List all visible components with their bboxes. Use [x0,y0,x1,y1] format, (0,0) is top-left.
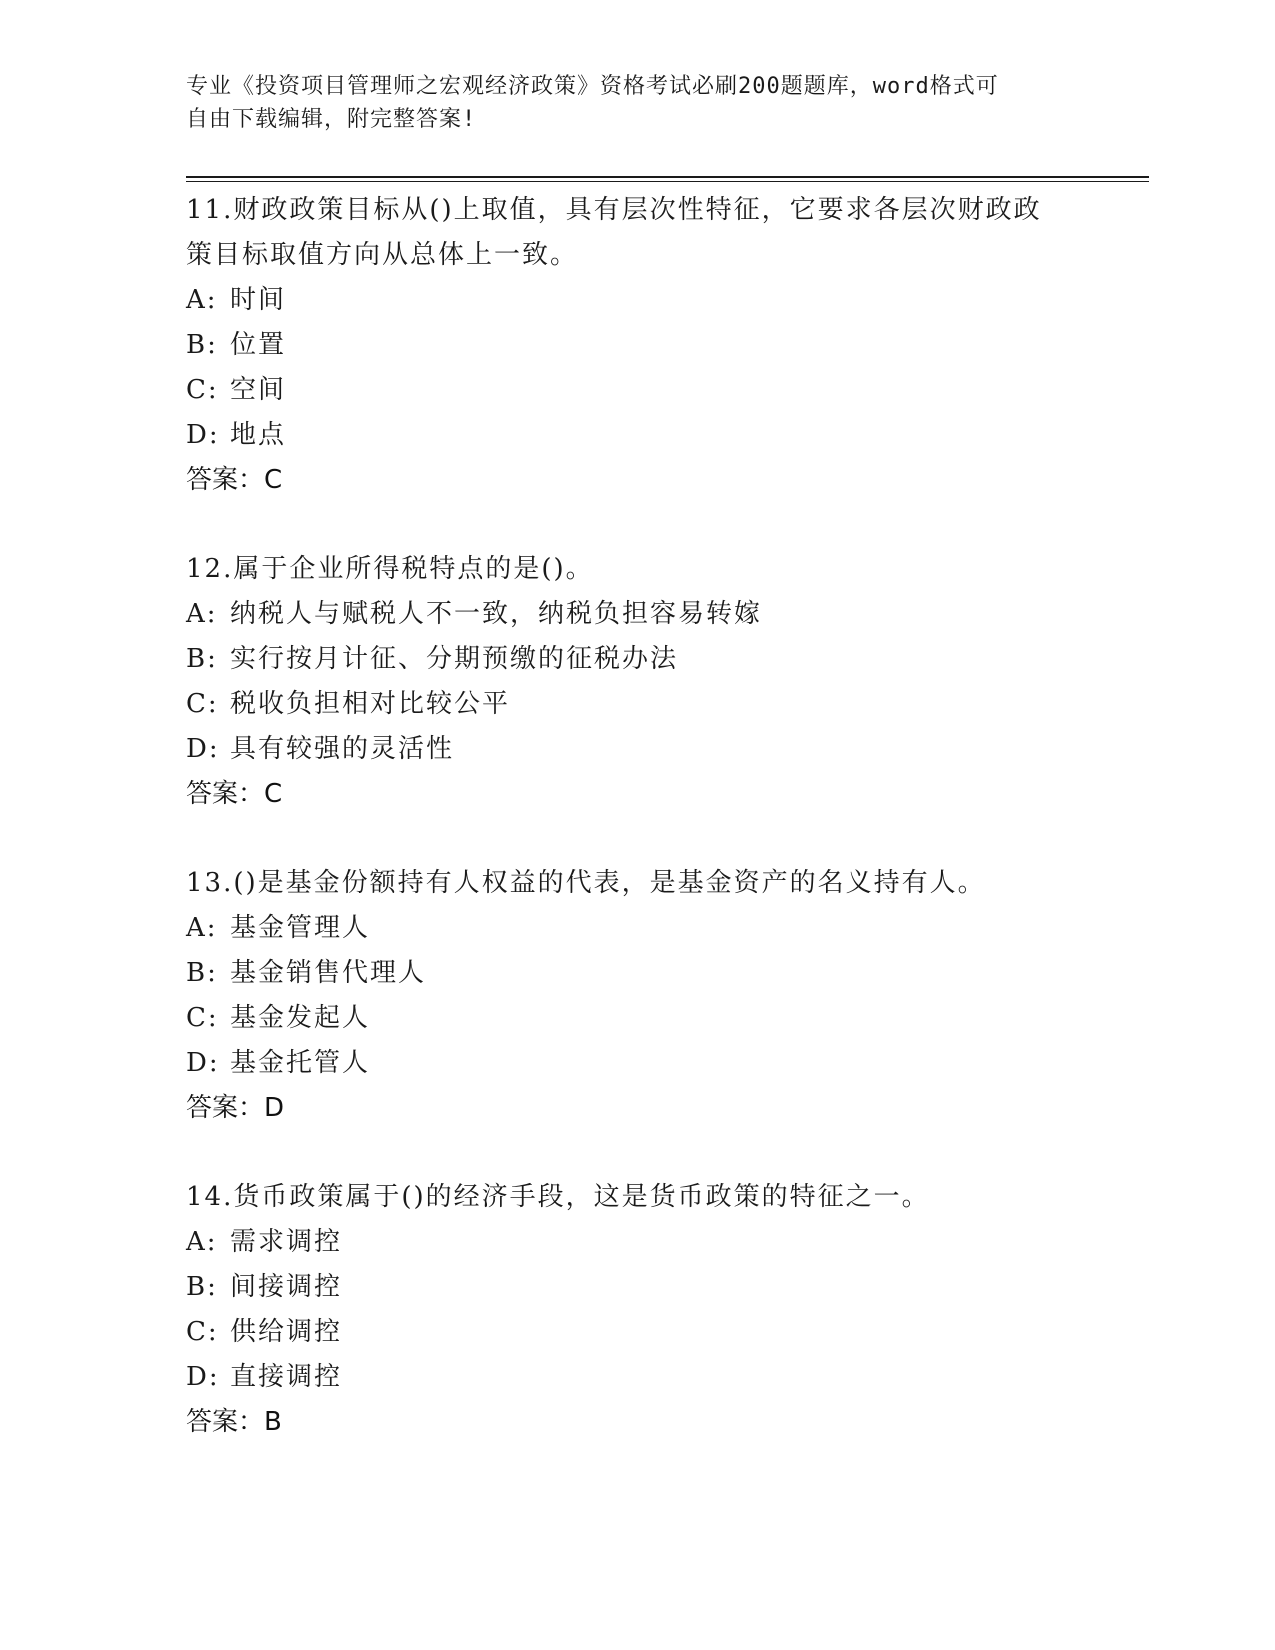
header-line-1: 专业《投资项目管理师之宏观经济政策》资格考试必刷200题题库，word格式可 [186,74,999,99]
option-key: A: [186,1227,218,1257]
option-b [186,1265,1086,1310]
option-key: B: [186,330,218,360]
option-key: D: [186,1048,220,1078]
question-stem [186,547,1086,592]
question-item [186,861,1086,1131]
header-line-2: 自由下载编辑，附完整答案! [186,107,477,132]
option-a [186,906,1086,951]
option-key: C: [186,689,219,719]
option-c [186,682,1086,727]
option-text: 基金发起人 [230,1003,371,1033]
answer-text: 答案：D [186,1093,285,1123]
option-key: C: [186,375,219,405]
option-key: C: [186,1003,219,1033]
option-key: A: [186,285,218,315]
option-d [186,1041,1086,1086]
option-text: 税收负担相对比较公平 [230,689,511,719]
question-stem [186,861,1086,906]
question-stem-line: 12.属于企业所得税特点的是()。 [186,554,594,584]
option-a [186,278,1086,323]
option-text: 基金销售代理人 [230,958,427,988]
option-d [186,1355,1086,1400]
option-key: D: [186,420,220,450]
question-item [186,547,1086,817]
answer-text: 答案：C [186,465,283,495]
question-stem-line: 14.货币政策属于()的经济手段，这是货币政策的特征之一。 [186,1182,930,1212]
option-b [186,323,1086,368]
option-text: 直接调控 [230,1362,343,1392]
option-text: 时间 [230,285,287,315]
question-stem [186,1175,1086,1220]
option-text: 需求调控 [230,1227,343,1257]
question-item [186,188,1086,503]
option-text: 供给调控 [230,1317,343,1347]
question-item [186,1175,1086,1445]
question-stem-line: 13.()是基金份额持有人权益的代表，是基金资产的名义持有人。 [186,868,986,898]
option-a [186,592,1086,637]
option-b [186,951,1086,996]
answer-text: 答案：B [186,1407,282,1437]
header-divider-thick [186,176,1149,178]
option-c [186,368,1086,413]
option-key: D: [186,734,220,764]
option-c [186,996,1086,1041]
option-text: 间接调控 [230,1272,343,1302]
option-text: 基金托管人 [230,1048,371,1078]
question-stem [186,188,1086,278]
option-text: 基金管理人 [230,913,371,943]
option-key: B: [186,644,218,674]
option-key: D: [186,1362,220,1392]
option-d [186,727,1086,772]
option-c [186,1310,1086,1355]
option-d [186,413,1086,458]
answer-text: 答案：C [186,779,283,809]
option-key: C: [186,1317,219,1347]
option-key: B: [186,958,218,988]
option-text: 空间 [230,375,287,405]
document-header [186,70,1086,136]
question-stem-line: 策目标取值方向从总体上一致。 [186,240,579,270]
option-text: 实行按月计征、分期预缴的征税办法 [230,644,679,674]
option-key: A: [186,599,218,629]
option-a [186,1220,1086,1265]
option-key: B: [186,1272,218,1302]
option-text: 地点 [230,420,287,450]
question-list [186,188,1086,1489]
question-stem-line: 11.财政政策目标从()上取值，具有层次性特征，它要求各层次财政政 [186,195,1042,225]
option-text: 位置 [230,330,287,360]
option-text: 具有较强的灵活性 [230,734,455,764]
header-divider-thin [186,181,1149,182]
option-text: 纳税人与赋税人不一致，纳税负担容易转嫁 [230,599,763,629]
option-key: A: [186,913,218,943]
option-b [186,637,1086,682]
